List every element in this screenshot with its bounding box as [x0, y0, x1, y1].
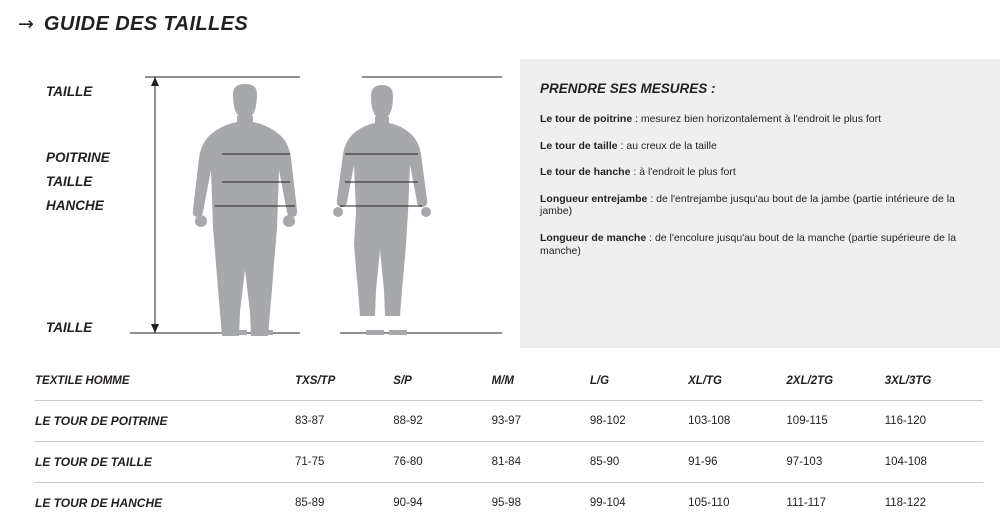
instruction-line-hip [540, 166, 982, 179]
table-cell: 109-115 [786, 401, 884, 442]
table-header-cell: 3XL/3TG [885, 375, 983, 401]
page-title: GUIDE DES TAILLES [43, 13, 249, 35]
label-poitrine: POITRINE [46, 150, 110, 165]
table-row [35, 401, 983, 442]
instruction-text: : à l'endroit le plus fort [630, 166, 736, 179]
size-table-wrapper [35, 375, 983, 517]
instruction-text: : de l'entrejambe jusqu'au bout de la jambe (partie intérieure de la jambe) [540, 192, 955, 218]
table-head [35, 375, 983, 401]
table-cell: 91-96 [688, 442, 786, 483]
instruction-term: Longueur entrejambe [540, 192, 648, 205]
instruction-term: Le tour de hanche [540, 166, 631, 179]
label-hanche: HANCHE [46, 198, 104, 213]
instruction-term: Longueur de manche [540, 231, 647, 244]
female-silhouette [333, 85, 431, 335]
table-cell: 85-90 [590, 442, 688, 483]
table-cell: 111-117 [786, 483, 884, 517]
label-taille-top: TAILLE [46, 84, 93, 99]
table-cell: 118-122 [885, 483, 983, 517]
table-header-cell: 2XL/2TG [786, 375, 884, 401]
table-cell: 71-75 [295, 442, 393, 483]
instruction-text: : de l'encolure jusqu'au bout de la manche (partie supérieure de la manche) [540, 231, 957, 257]
table-row [35, 442, 983, 483]
table-cell: 98-102 [590, 401, 688, 442]
table-cell: 83-87 [295, 401, 393, 442]
measurement-figure [0, 58, 520, 348]
instruction-text: : mesurez bien horizontalement à l'endroit le plus fort [632, 113, 882, 125]
table-cell: 95-98 [492, 483, 590, 517]
row-label: LE TOUR DE HANCHE [35, 483, 295, 517]
label-taille-bottom: TAILLE [46, 320, 93, 335]
measurement-instructions-panel [520, 59, 1000, 348]
table-header-cell: M/M [492, 375, 590, 401]
instruction-line-sleeve [540, 232, 982, 257]
table-header-cell: L/G [590, 375, 688, 401]
instruction-line-chest [540, 113, 982, 126]
table-body [35, 401, 983, 517]
table-cell: 104-108 [885, 442, 983, 483]
table-cell: 99-104 [590, 483, 688, 517]
table-cell: 90-94 [393, 483, 491, 517]
instruction-term: Le tour de poitrine [540, 113, 633, 125]
table-header-cell: TEXTILE HOMME [35, 375, 295, 401]
male-silhouette [193, 84, 297, 336]
table-header-row [35, 375, 983, 401]
row-label: LE TOUR DE POITRINE [35, 401, 295, 442]
label-taille-middle: TAILLE [46, 174, 93, 189]
table-header-cell: XL/TG [688, 375, 786, 401]
table-cell: 81-84 [492, 442, 590, 483]
table-cell: 88-92 [393, 401, 491, 442]
table-cell: 103-108 [688, 401, 786, 442]
table-cell: 85-89 [295, 483, 393, 517]
size-table [35, 375, 983, 517]
instruction-line-inseam [540, 193, 982, 218]
table-cell: 116-120 [885, 401, 983, 442]
table-header-cell: TXS/TP [295, 375, 393, 401]
page-header [18, 13, 248, 36]
instructions-title: PRENDRE SES MESURES : [540, 81, 716, 96]
table-cell: 76-80 [393, 442, 491, 483]
table-cell: 97-103 [786, 442, 884, 483]
instruction-term: Le tour de taille [540, 139, 618, 152]
table-cell: 93-97 [492, 401, 590, 442]
table-cell: 105-110 [688, 483, 786, 517]
row-label: LE TOUR DE TAILLE [35, 442, 295, 483]
arrow-right-icon: → [18, 13, 34, 35]
instruction-line-waist [540, 140, 982, 153]
table-header-cell: S/P [393, 375, 491, 401]
table-row [35, 483, 983, 517]
instruction-text: : au creux de la taille [617, 139, 717, 152]
